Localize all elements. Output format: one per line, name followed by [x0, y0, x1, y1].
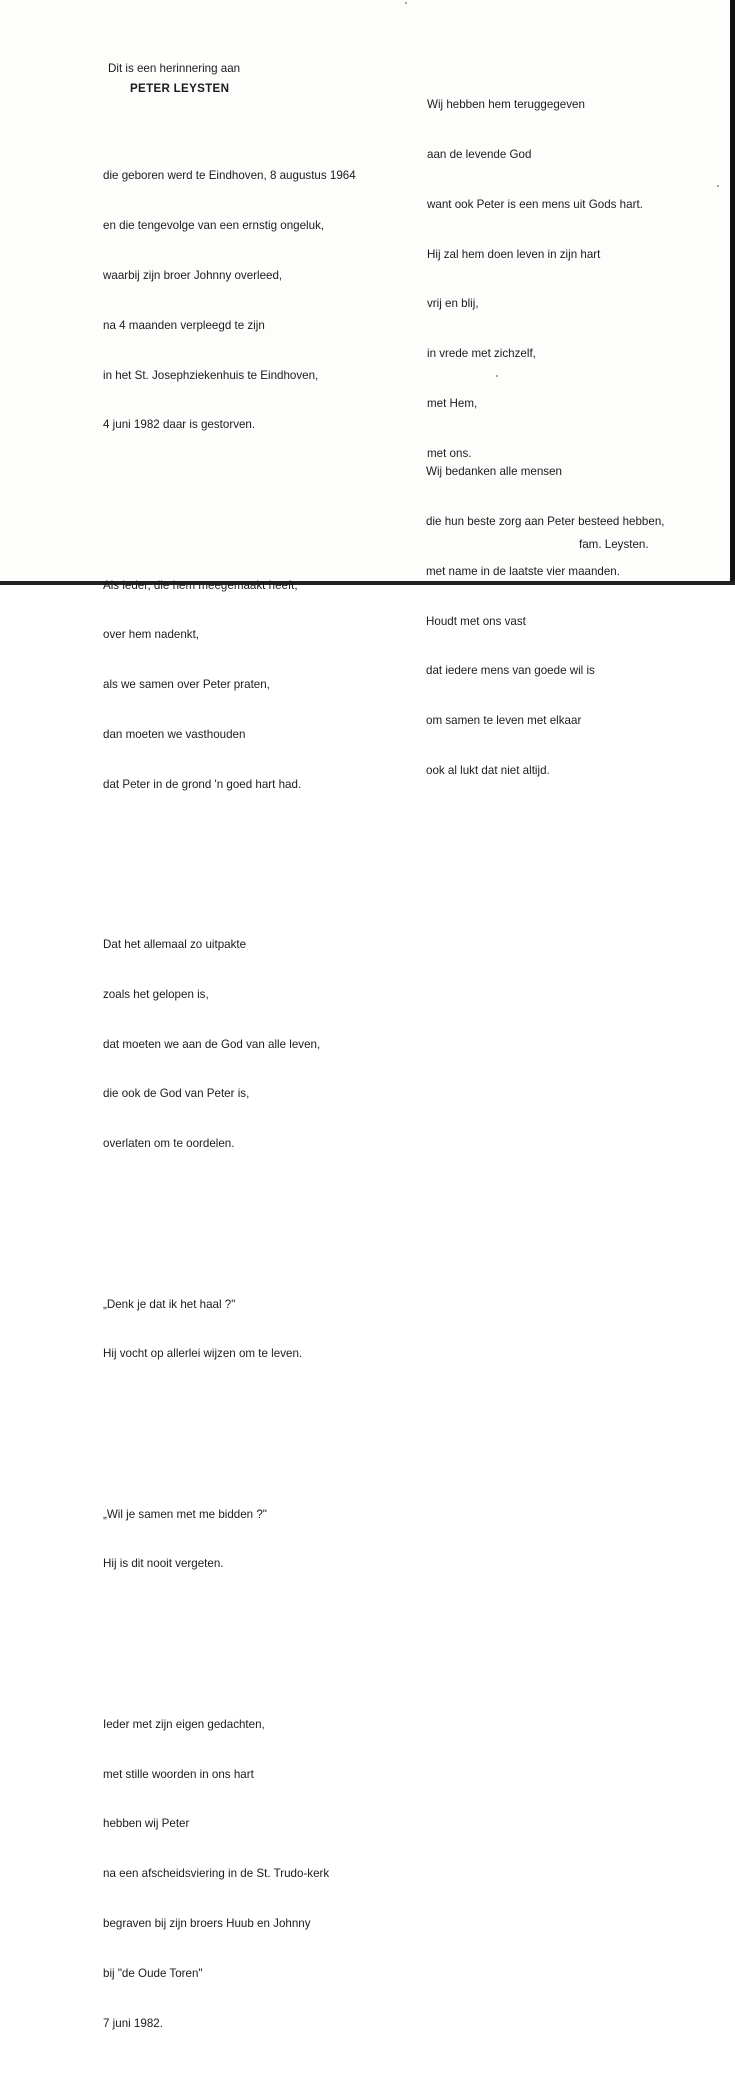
paragraph-quote-1 — [103, 1263, 356, 1396]
text-line: dan moeten we vasthouden — [103, 727, 246, 741]
left-column — [103, 102, 356, 2098]
paragraph-quote-2 — [103, 1474, 356, 1607]
text-line: dat moeten we aan de God van alle leven, — [103, 1037, 321, 1051]
card-right-edge — [730, 0, 735, 585]
text-line: om samen te leven met elkaar — [426, 714, 582, 728]
text-line: begraven bij zijn broers Huub en Johnny — [103, 1916, 311, 1930]
text-line: Hij is dit nooit vergeten. — [103, 1557, 224, 1571]
family-signature: fam. Leysten. — [579, 538, 649, 551]
text-line: na 4 maanden verpleegd te zijn — [103, 318, 265, 332]
text-line: in vrede met zichzelf, — [427, 347, 536, 361]
text-line: met ons. — [427, 446, 472, 460]
paragraph-burial — [103, 1684, 356, 2066]
text-line: 4 juni 1982 daar is gestorven. — [103, 418, 256, 432]
text-line: bij "de Oude Toren" — [103, 1966, 203, 1980]
text-line: hebben wij Peter — [103, 1817, 190, 1831]
text-line: Dat het allemaal zo uitpakte — [103, 938, 247, 952]
text-line: over hem nadenkt, — [103, 628, 200, 642]
text-line: Wij bedanken alle mensen — [426, 465, 562, 479]
deceased-name: PETER LEYSTEN — [130, 82, 230, 95]
text-line: met Hem, — [427, 396, 478, 410]
text-line: „Wil je samen met me bidden ?" — [103, 1507, 267, 1521]
text-line: Hij zal hem doen leven in zijn hart — [427, 247, 601, 261]
text-line: Als ieder, die hem meegemaakt heeft, — [103, 578, 298, 592]
text-line: Wij hebben hem teruggegeven — [427, 98, 585, 112]
text-line: die geboren werd te Eindhoven, 8 augustus 1964 — [103, 169, 356, 183]
text-line: die ook de God van Peter is, — [103, 1087, 250, 1101]
text-line: als we samen over Peter praten, — [103, 678, 270, 692]
text-line: ook al lukt dat niet altijd. — [426, 763, 550, 777]
text-line: Ieder met zijn eigen gedachten, — [103, 1717, 265, 1731]
text-line: en die tengevolge van een ernstig ongeluk, — [103, 219, 325, 233]
text-line: overlaten om te oordelen. — [103, 1137, 235, 1151]
paragraph-god — [103, 904, 356, 1186]
paragraph-life — [103, 135, 356, 467]
text-line: die hun beste zorg aan Peter besteed hebben, — [426, 514, 665, 528]
paper-speck — [717, 185, 719, 187]
text-line: aan de levende God — [427, 147, 532, 161]
text-line: dat Peter in de grond 'n goed hart had. — [103, 777, 302, 791]
thanks-block — [426, 431, 665, 813]
paragraph-memory — [103, 544, 356, 826]
text-line: 7 juni 1982. — [103, 2016, 163, 2030]
text-line: vrij en blij, — [427, 297, 479, 311]
text-line: zoals het gelopen is, — [103, 987, 209, 1001]
text-line: in het St. Josephziekenhuis te Eindhoven, — [103, 368, 319, 382]
intro-heading: Dit is een herinnering aan — [108, 62, 241, 75]
text-line: Houdt met ons vast — [426, 614, 526, 628]
text-line: want ook Peter is een mens uit Gods hart. — [427, 197, 643, 211]
text-line: waarbij zijn broer Johnny overleed, — [103, 268, 283, 282]
text-line: met name in de laatste vier maanden. — [426, 564, 620, 578]
paper-speck — [405, 2, 407, 4]
text-line: met stille woorden in ons hart — [103, 1767, 254, 1781]
text-line: na een afscheidsviering in de St. Trudo-kerk — [103, 1867, 330, 1881]
text-line: Hij vocht op allerlei wijzen om te leven. — [103, 1347, 303, 1361]
text-line: dat iedere mens van goede wil is — [426, 664, 595, 678]
text-line: „Denk je dat ik het haal ?" — [103, 1297, 236, 1311]
